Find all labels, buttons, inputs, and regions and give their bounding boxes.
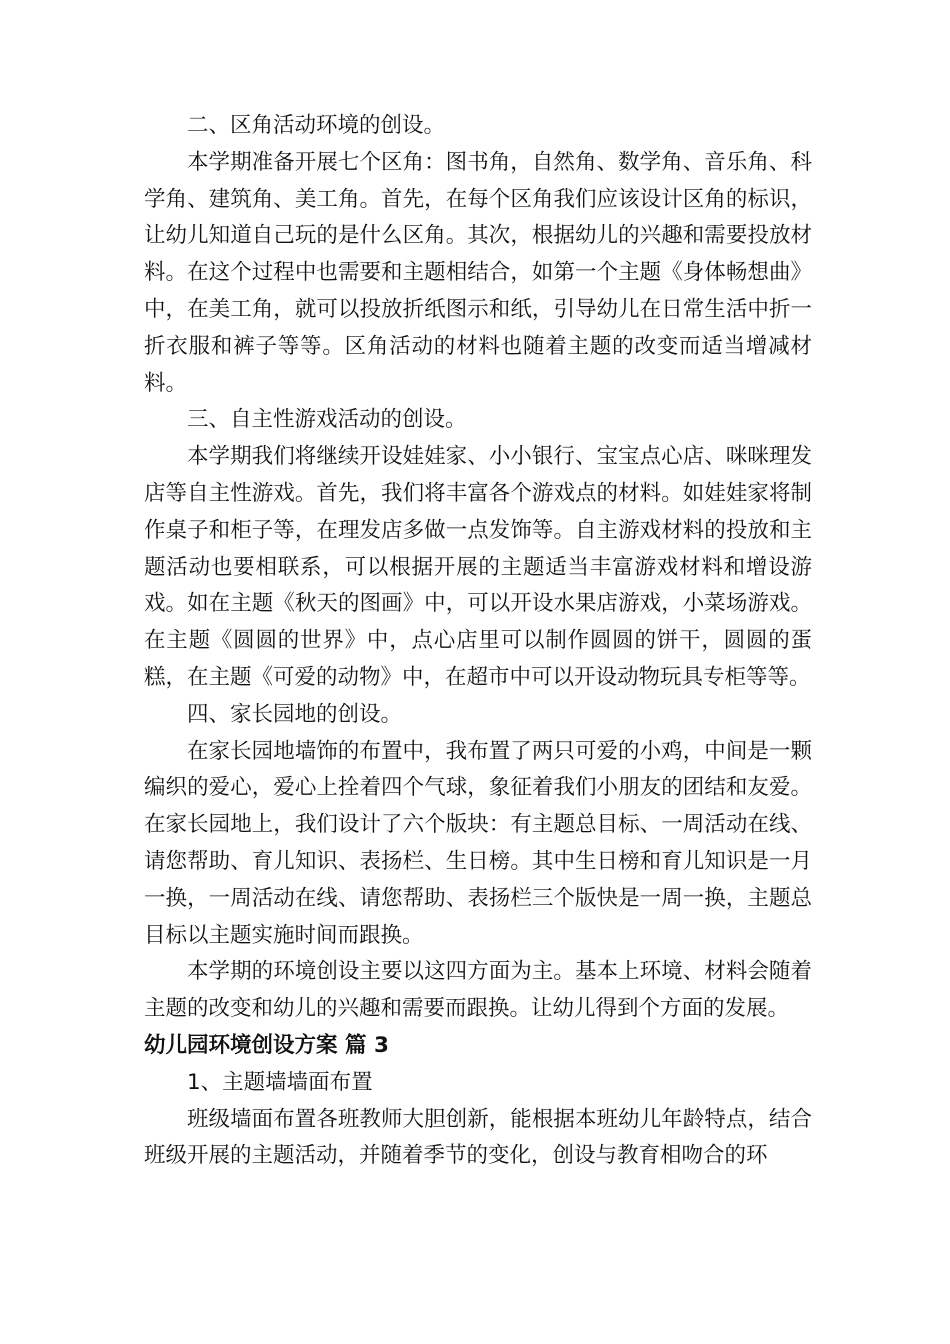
- heading-parent-garden: 四、家长园地的创设。: [187, 701, 403, 727]
- paragraph-autonomous-games: 本学期我们将继续开设娃娃家、小小银行、宝宝点心店、咪咪理发店等自主性游戏。首先，我们将丰富各个游戏点的材料。如娃娃家将制作桌子和柜子等，在理发店多做一点发饰等。自主游戏材料的投放和主题活动也要相联系，可以根据开展的主题适当丰富游戏材料和增设游戏。如在主题《秋天的图画》中，可以开设水果店游戏，小菜场游戏。在主题《圆圆的世界》中，点心店里可以制作圆圆的饼干，圆圆的蛋糕，在主题《可爱的动物》中，在超市中可以开设动物玩具专柜等等。: [144, 444, 812, 690]
- paragraph-summary: 本学期的环境创设主要以这四方面为主。基本上环境、材料会随着主题的改变和幼儿的兴趣和需要而跟换。让幼儿得到个方面的发展。: [144, 959, 812, 1022]
- heading-corner-activity: 二、区角活动环境的创设。: [187, 113, 446, 138]
- paragraph-corner-activity: 本学期准备开展七个区角：图书角，自然角、数学角、音乐角、科学角、建筑角、美工角。首先，在每个区角我们应该设计区角的标识，让幼儿知道自己玩的是什么区角。其次，根据幼儿的兴趣和需要投放材料。在这个过程中也需要和主题相结合，如第一个主题《身体畅想曲》中，在美工角，就可以投放折纸图示和纸，引导幼儿在日常生活中折一折衣服和裤子等等。区角活动的材料也随着主题的改变而适当增减材料。: [144, 149, 812, 396]
- document-body: [144, 108, 812, 1175]
- subheading-theme-wall: 1、主题墙墙面布置: [187, 1069, 373, 1095]
- section-heading: 幼儿园环境创设方案 篇 3: [144, 1032, 389, 1058]
- heading-autonomous-games: 三、自主性游戏活动的创设。: [187, 407, 467, 433]
- paragraph-parent-garden: 在家长园地墙饰的布置中，我布置了两只可爱的小鸡，中间是一颗编织的爱心，爱心上拴着四个气球，象征着我们小朋友的团结和友爱。在家长园地上，我们设计了六个版块：有主题总目标、一周活动在线、请您帮助、育儿知识、表扬栏、生日榜。其中生日榜和育儿知识是一月一换，一周活动在线、请您帮助、表扬栏三个版快是一周一换，主题总目标以主题实施时间而跟换。: [144, 738, 812, 948]
- paragraph-theme-wall: 班级墙面布置各班教师大胆创新，能根据本班幼儿年龄特点，结合班级开展的主题活动，并随着季节的变化，创设与教育相吻合的环: [144, 1106, 812, 1169]
